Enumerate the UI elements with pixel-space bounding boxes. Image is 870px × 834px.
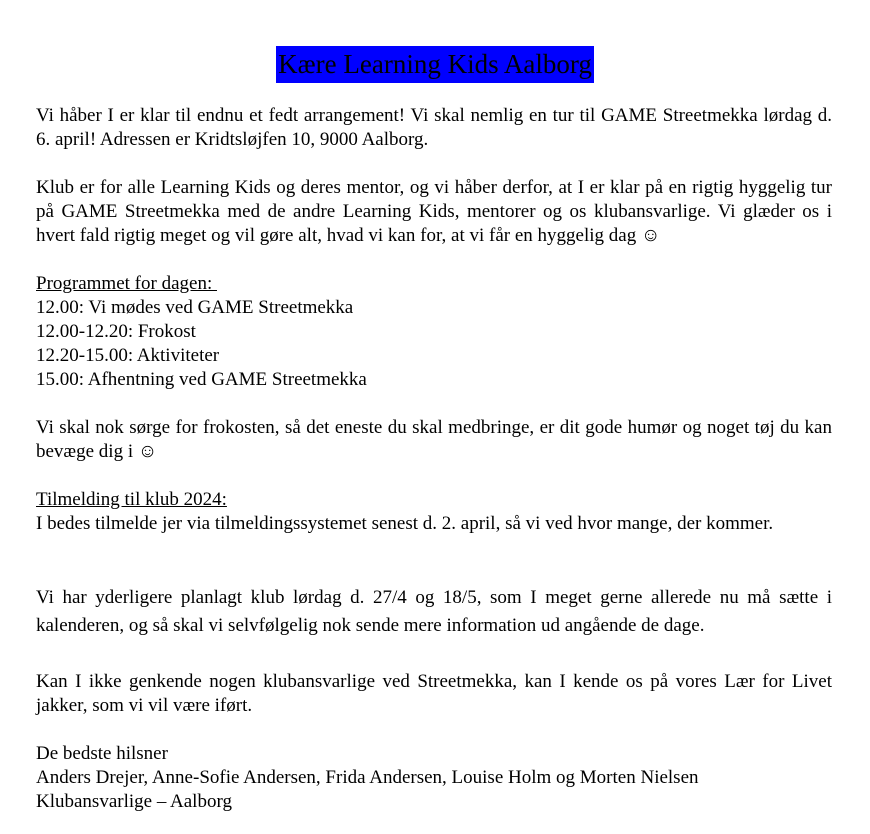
spacer [36, 536, 832, 584]
spacer [36, 640, 832, 670]
program-item: 12.00: Vi mødes ved GAME Streetmekka [36, 297, 354, 318]
jackets-note-paragraph: Kan I ikke genkende nogen klubansvarlige ved Streetmekka, kan I kende os på vores Lær for Livet jakker, som vi vil være iført. [36, 671, 832, 716]
lunch-note-paragraph: Vi skal nok sørge for frokosten, så det eneste du skal medbringe, er dit gode humør og noget tøj du kan bevæge dig i ☺ [36, 417, 832, 462]
registration-heading: Tilmelding til klub 2024: [36, 489, 227, 510]
signoff-role: Klubansvarlige – Aalborg [36, 791, 232, 812]
spacer [36, 464, 832, 488]
letter-body [36, 104, 832, 814]
spacer [36, 718, 832, 742]
signoff-names: Anders Drejer, Anne-Sofie Andersen, Frida Andersen, Louise Holm og Morten Nielsen [36, 767, 699, 788]
program-item: 12.20-15.00: Aktiviteter [36, 345, 220, 366]
program-heading: Programmet for dagen: [36, 273, 217, 294]
registration-text: I bedes tilmelde jer via tilmeldingssystemet senest d. 2. april, så vi ved hvor mange, der kommer. [36, 513, 774, 534]
club-info-paragraph: Klub er for alle Learning Kids og deres mentor, og vi håber derfor, at I er klar på en rigtig hyggelig tur på GAME Streetmekka med de andre Learning Kids, mentorer og os klubansvarlige. Vi glæder os i hvert fald rigtig meget og vil gøre alt, hvad vi kan for, at vi får en hyggelig dag ☺ [36, 177, 832, 246]
program-item: 15.00: Afhentning ved GAME Streetmekka [36, 369, 367, 390]
program-item: 12.00-12.20: Frokost [36, 321, 196, 342]
future-dates-paragraph: Vi har yderligere planlagt klub lørdag d. 27/4 og 18/5, som I meget gerne allerede nu må sætte i kalenderen, og så skal vi selvfølgelig nok sende mere information ud angående de dage. [36, 587, 832, 636]
letter-title: Kære Learning Kids Aalborg [276, 46, 594, 83]
spacer [36, 152, 832, 176]
signoff-greeting: De bedste hilsner [36, 743, 168, 764]
spacer [36, 248, 832, 272]
spacer [36, 392, 832, 416]
intro-paragraph: Vi håber I er klar til endnu et fedt arrangement! Vi skal nemlig en tur til GAME Streetmekka lørdag d. 6. april! Adressen er Kridtsløjfen 10, 9000 Aalborg. [36, 105, 832, 150]
title-container [0, 46, 870, 83]
